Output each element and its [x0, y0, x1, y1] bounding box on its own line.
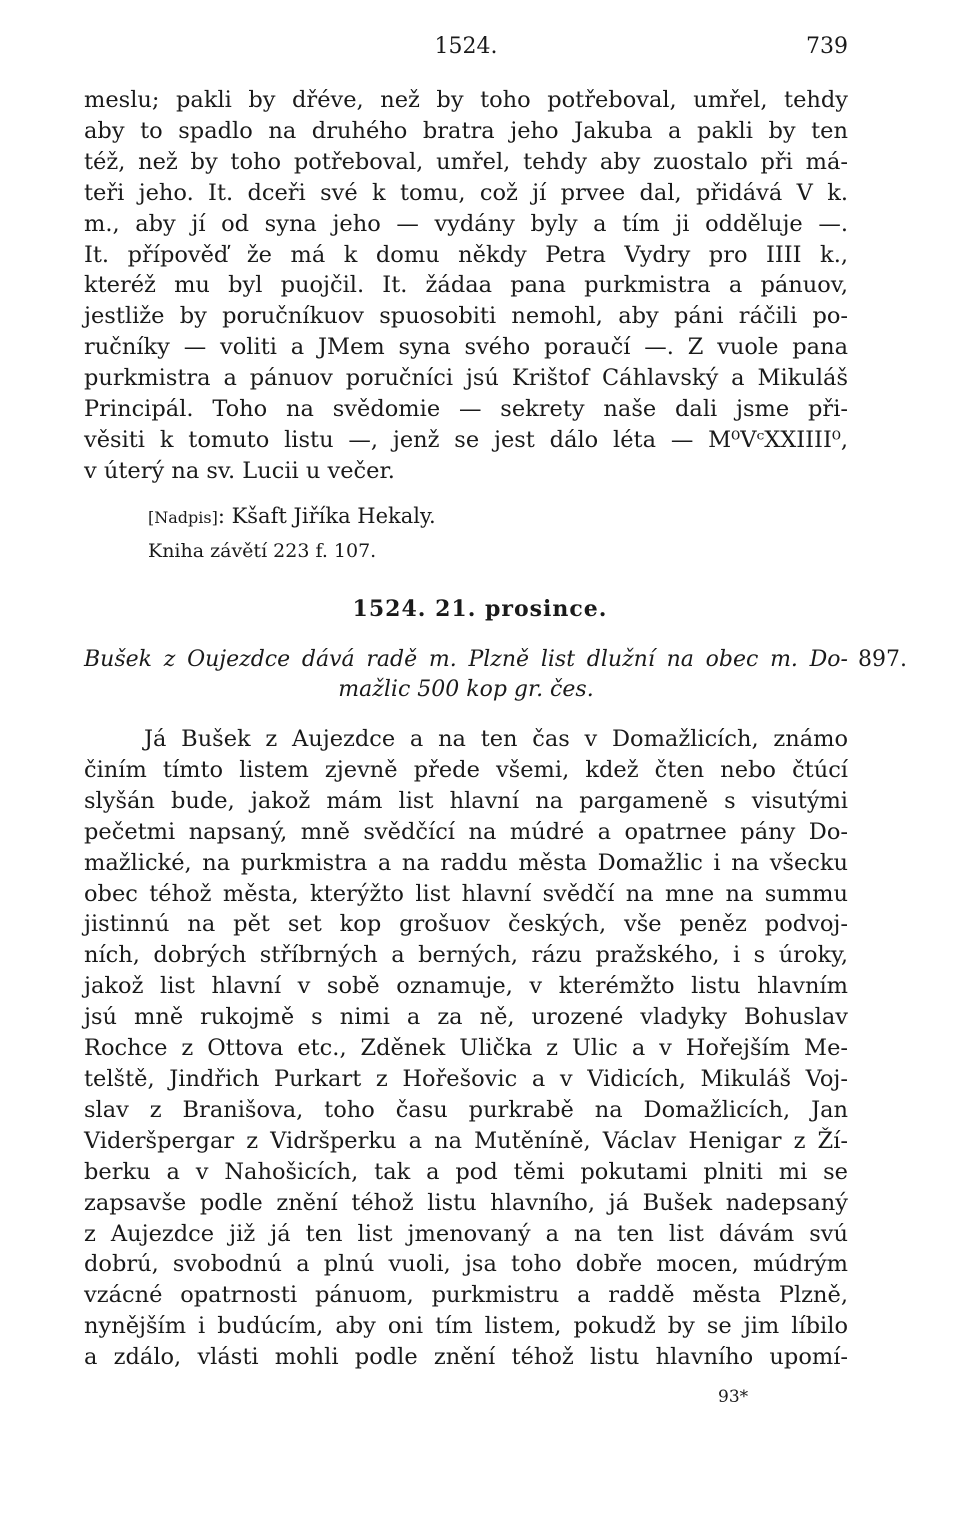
text-line: jistinnú na pět set kop grošuov českých, vše peněz podvoj- [84, 911, 848, 938]
inscription-text: : Kšaft Jiříka Hekaly. [217, 504, 436, 528]
text-line: kteréž mu byl puojčil. It. žádaa pana purkmistra a pánuov, [84, 272, 848, 299]
text-line: Já Bušek z Aujezdce a na ten čas v Domažlicích, známo [144, 726, 848, 752]
text-line: činím tímto listem zjevně přede všemi, kdež čten nebo čtúcí [84, 756, 848, 783]
text-line: jakož list hlavní v sobě oznamuje, v kterémžto listu hlavním [84, 973, 848, 1000]
inscription-label: [Nadpis] [148, 508, 218, 527]
text-line: meslu; pakli by dřéve, než by toho potřeboval, umřel, tehdy [84, 87, 848, 113]
text-line: Videršpergar z Vidršperku a na Mutěníně, Václav Henigar z Ží- [84, 1127, 848, 1154]
text-line: m., aby jí od syna jeho — vydány byly a tím ji odděluje —. [84, 210, 848, 237]
text-line: telště, Jindřich Purkart z Hořešovic a v Vidicích, Mikuláš Voj- [84, 1065, 848, 1092]
text-line: ručníky — voliti a JMem syna svého poraučí —. Z vuole pana [84, 334, 848, 361]
text-line: pečetmi napsaný, mně svědčící na múdré a opatrnee pány Do- [84, 818, 848, 845]
text-line: slyšán bude, jakož mám list hlavní na pargameně s visutými [84, 787, 848, 814]
document-body [84, 724, 848, 1373]
source-reference: Kniha závětí 223 f. 107. [148, 540, 377, 562]
text-line: dobrú, svobodnú a plnú vuoli, jsa toho dobře mocen, múdrým [84, 1251, 848, 1278]
text-line: věsiti k tomuto listu —, jenž se jest dálo léta — M⁰VᶜXXIIII⁰, [84, 426, 848, 453]
page-header [84, 34, 848, 64]
text-line: v úterý na sv. Lucii u večer. [84, 457, 395, 484]
text-line: slav z Branišova, toho času purkrabě na Domažlicích, Jan [84, 1096, 848, 1123]
page-number: 739 [806, 34, 848, 59]
text-line: aby to spadlo na druhého bratra jeho Jakuba a pakli by ten [84, 117, 848, 144]
text-line: vzácné opatrnosti pánuom, purkmistru a raddě města Plzně, [84, 1282, 848, 1309]
document-title-line: mažlic 500 kop gr. čes. [338, 677, 594, 702]
header-year: 1524. [434, 34, 498, 59]
text-line: obec téhož města, kterýžto list hlavní svědčí na mne na summu [84, 880, 848, 907]
text-line: zapsavše podle znění téhož listu hlavního, já Bušek nadepsaný [84, 1189, 848, 1216]
printer-signature-mark: 93* [718, 1387, 749, 1407]
text-line: purkmistra a pánuov poručníci jsú Krištof Cáhlavský a Mikuláš [84, 365, 848, 392]
text-line: nynějším i budúcím, aby oni tím listem, pokudž by se jim líbilo [84, 1313, 848, 1340]
document-title [84, 645, 848, 705]
text-line: a zdálo, vlásti mohli podle znění téhož listu hlavního upomí- [84, 1344, 848, 1371]
text-line: ních, dobrých stříbrných a berných, rázu pražského, i s úroky, [84, 942, 848, 969]
document-title-line: Bušek z Oujezdce dává radě m. Plzně list dlužní na obec m. Do- [84, 647, 848, 672]
text-line: též, než by toho potřeboval, umřel, tehdy aby zuostalo při má- [84, 148, 848, 175]
text-line: Rochce z Ottova etc., Zděnek Ulička z Ulic a v Hořejším Me- [84, 1035, 848, 1062]
inscription-line [148, 504, 436, 528]
text-line: jsú mně rukojmě s nimi a za ně, urozené vladyky Bohuslav [84, 1004, 848, 1031]
paragraph-continuation [84, 85, 848, 487]
text-line: jestliže by poručníkuov spuosobiti nemohl, aby páni ráčili po- [84, 303, 848, 330]
text-line: teři jeho. It. dceři své k tomu, což jí prvee dal, přidává V k. [84, 179, 848, 206]
text-line: z Aujezdce již já ten list jmenovaný a na ten list dávám svú [84, 1220, 848, 1247]
text-line: It. přípověď že má k domu někdy Petra Vydry pro IIII k., [84, 241, 848, 268]
text-line: berku a v Nahošicích, tak a pod těmi pokutami plniti mi se [84, 1158, 848, 1185]
document-date-heading: 1524. 21. prosince. [352, 596, 608, 622]
text-line: Principál. Toho na svědomie — sekrety naše dali jsme při- [84, 396, 848, 423]
document-number: 897. [858, 647, 907, 672]
text-line: mažlické, na purkmistra a na raddu města Domažlic i na všecku [84, 849, 848, 876]
